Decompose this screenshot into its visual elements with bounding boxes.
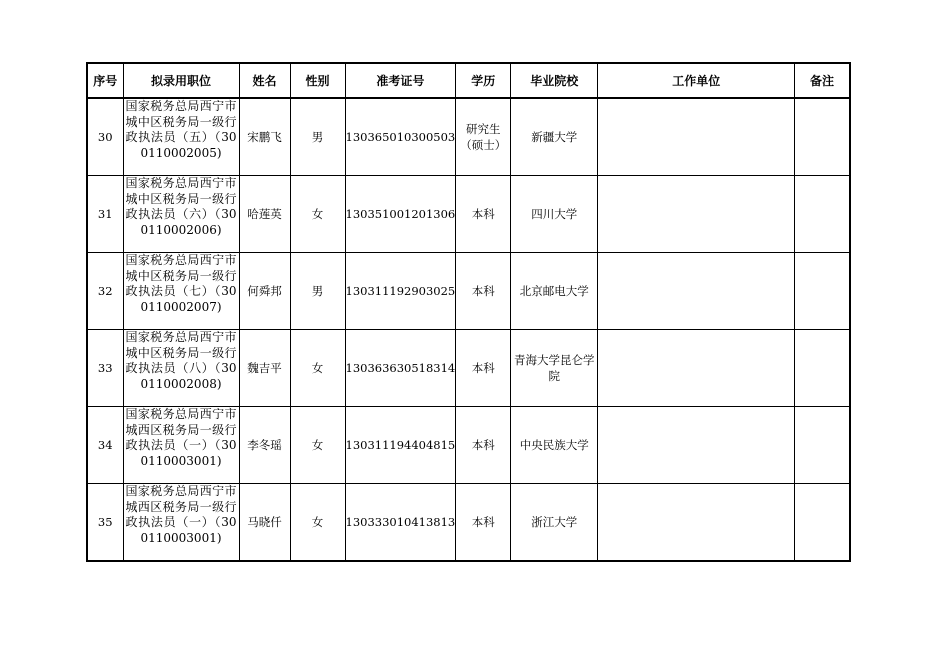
cell-remark (795, 253, 850, 330)
cell-name: 何舜邦 (239, 253, 290, 330)
education-text: 本科 (471, 438, 495, 452)
cell-school (511, 98, 598, 176)
cell-serial-number: 35 (87, 484, 123, 562)
cell-serial-number: 34 (87, 407, 123, 484)
cell-education (456, 176, 511, 253)
cell-remark (795, 407, 850, 484)
cell-serial-number: 31 (87, 176, 123, 253)
cell-gender: 女 (290, 484, 345, 562)
header-row (87, 63, 850, 98)
cell-exam-id: 130351001201306 (345, 176, 456, 253)
table-body (87, 98, 850, 561)
cell-workplace (598, 176, 795, 253)
cell-position (123, 407, 239, 484)
cell-remark (795, 98, 850, 176)
school-text: 青海大学昆仑学院 (514, 353, 595, 383)
header-name: 姓名 (239, 63, 290, 98)
position-text: 国家税务总局西宁市城中区税务局一级行政执法员（六）（300110002006) (125, 176, 237, 237)
cell-workplace (598, 330, 795, 407)
cell-remark (795, 330, 850, 407)
cell-gender: 男 (290, 98, 345, 176)
cell-position (123, 484, 239, 562)
education-text: 本科 (471, 361, 495, 375)
position-text: 国家税务总局西宁市城中区税务局一级行政执法员（五）（300110002005) (125, 99, 237, 160)
education-text: 本科 (471, 207, 495, 221)
cell-education (456, 407, 511, 484)
school-text: 四川大学 (531, 207, 578, 221)
header-workplace: 工作单位 (598, 63, 795, 98)
education-text: 本科 (471, 284, 495, 298)
cell-gender: 女 (290, 407, 345, 484)
header-exam-id: 准考证号 (345, 63, 456, 98)
cell-gender: 女 (290, 330, 345, 407)
education-text: 研究生（硕士） (460, 122, 507, 152)
cell-education (456, 484, 511, 562)
education-text: 本科 (471, 515, 495, 529)
cell-workplace (598, 98, 795, 176)
cell-serial-number: 30 (87, 98, 123, 176)
cell-school (511, 484, 598, 562)
table-row (87, 98, 850, 176)
cell-school (511, 330, 598, 407)
cell-workplace (598, 407, 795, 484)
table-row (87, 330, 850, 407)
candidate-table (86, 62, 851, 562)
header-remark: 备注 (795, 63, 850, 98)
cell-position (123, 176, 239, 253)
cell-workplace (598, 253, 795, 330)
cell-position (123, 98, 239, 176)
header-education: 学历 (456, 63, 511, 98)
position-text: 国家税务总局西宁市城西区税务局一级行政执法员（一）（300110003001) (125, 484, 237, 545)
table-header (87, 63, 850, 98)
cell-school (511, 407, 598, 484)
cell-gender: 女 (290, 176, 345, 253)
cell-name: 宋鹏飞 (239, 98, 290, 176)
cell-workplace (598, 484, 795, 562)
cell-serial-number: 32 (87, 253, 123, 330)
header-school: 毕业院校 (511, 63, 598, 98)
cell-name: 哈莲英 (239, 176, 290, 253)
cell-name: 魏吉平 (239, 330, 290, 407)
position-text: 国家税务总局西宁市城中区税务局一级行政执法员（七）（300110002007) (125, 253, 237, 314)
cell-exam-id: 130363630518314 (345, 330, 456, 407)
cell-exam-id: 130333010413813 (345, 484, 456, 562)
cell-remark (795, 484, 850, 562)
position-text: 国家税务总局西宁市城中区税务局一级行政执法员（八）（300110002008) (125, 330, 237, 391)
cell-school (511, 176, 598, 253)
cell-gender: 男 (290, 253, 345, 330)
cell-education (456, 253, 511, 330)
table-row (87, 176, 850, 253)
cell-position (123, 253, 239, 330)
school-text: 北京邮电大学 (519, 284, 589, 298)
table-row (87, 407, 850, 484)
cell-name: 李冬瑶 (239, 407, 290, 484)
cell-serial-number: 33 (87, 330, 123, 407)
cell-exam-id: 130365010300503 (345, 98, 456, 176)
cell-exam-id: 130311192903025 (345, 253, 456, 330)
header-position: 拟录用职位 (123, 63, 239, 98)
table-row (87, 253, 850, 330)
cell-remark (795, 176, 850, 253)
header-gender: 性别 (290, 63, 345, 98)
header-serial-number: 序号 (87, 63, 123, 98)
cell-name: 马晓仟 (239, 484, 290, 562)
school-text: 浙江大学 (531, 515, 578, 529)
cell-exam-id: 130311194404815 (345, 407, 456, 484)
table-row (87, 484, 850, 562)
cell-position (123, 330, 239, 407)
school-text: 新疆大学 (531, 130, 578, 144)
cell-education (456, 330, 511, 407)
school-text: 中央民族大学 (519, 438, 589, 452)
cell-school (511, 253, 598, 330)
position-text: 国家税务总局西宁市城西区税务局一级行政执法员（一）（300110003001) (125, 407, 237, 468)
cell-education (456, 98, 511, 176)
